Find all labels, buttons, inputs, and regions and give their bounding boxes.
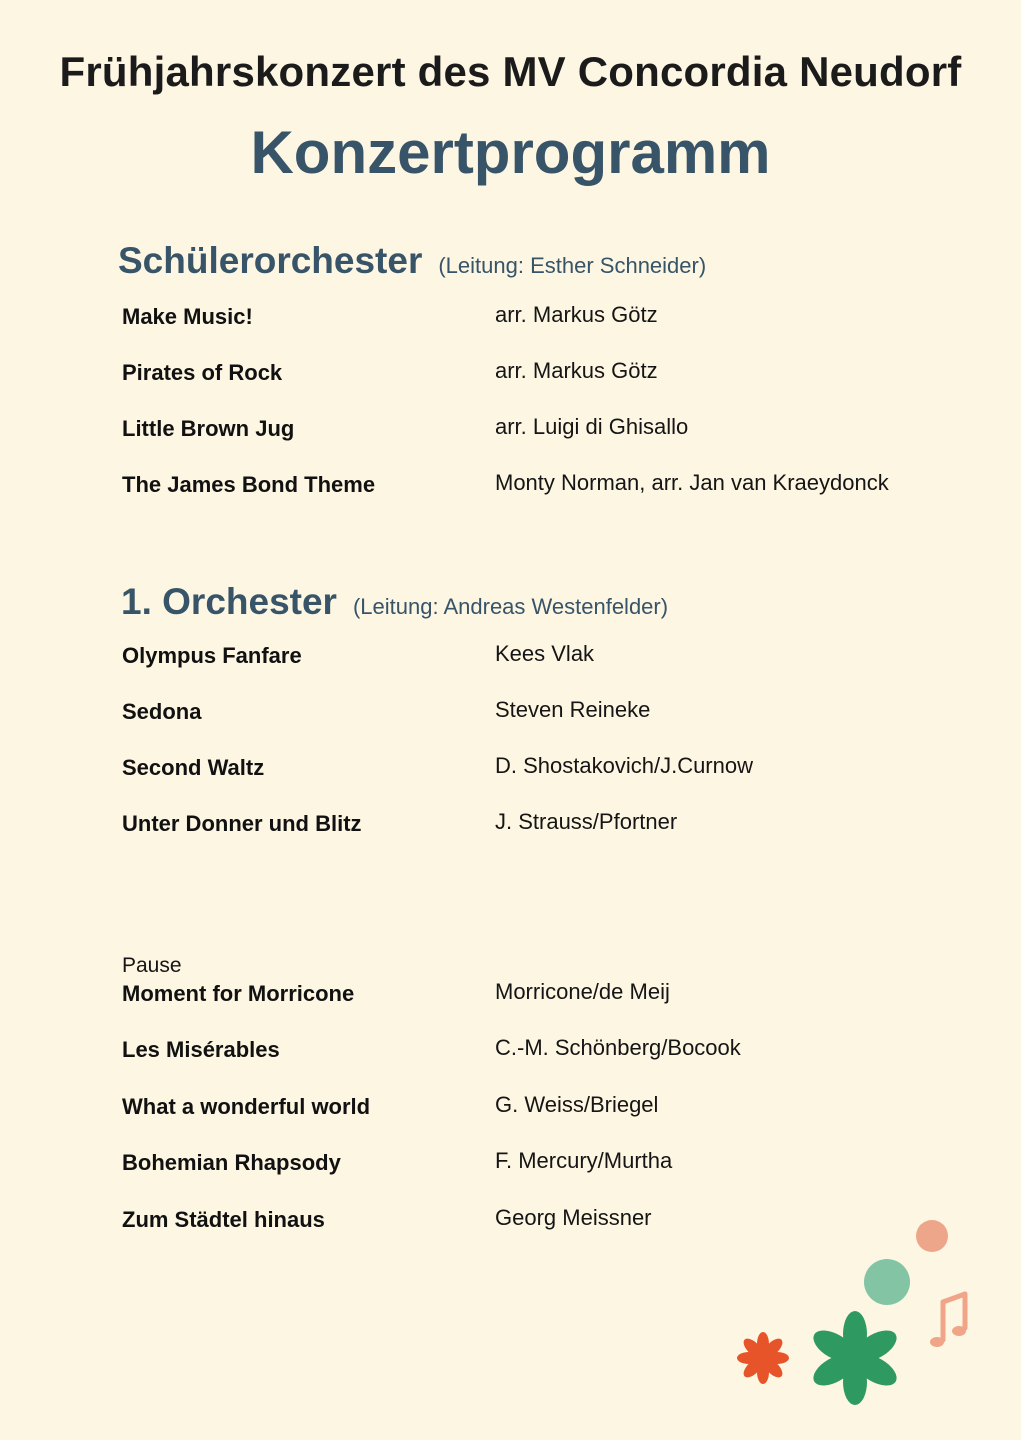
- program-row: [0, 699, 1021, 739]
- section-leader: (Leitung: Andreas Westenfelder): [352, 594, 669, 619]
- piece-composer: Morricone/de Meij: [495, 979, 670, 1004]
- program-row: [0, 643, 1021, 683]
- piece-title: Second Waltz: [122, 755, 265, 780]
- program-row: [0, 1037, 1021, 1077]
- piece-composer: Georg Meissner: [495, 1205, 652, 1230]
- section-title: Schülerorchester: [118, 240, 423, 281]
- piece-composer: Steven Reineke: [495, 697, 651, 722]
- piece-composer: C.-M. Schönberg/Bocook: [495, 1035, 741, 1060]
- program-row: [0, 1150, 1021, 1190]
- piece-composer: D. Shostakovich/J.Curnow: [495, 753, 753, 778]
- program-row: [0, 811, 1021, 851]
- piece-title: Sedona: [122, 699, 202, 724]
- piece-title: Little Brown Jug: [122, 416, 295, 441]
- program-row: [0, 1094, 1021, 1134]
- piece-title: Unter Donner und Blitz: [122, 811, 362, 836]
- piece-composer: Kees Vlak: [495, 641, 595, 666]
- section-header-schuelerorchester: [118, 240, 706, 282]
- concert-title: Frühjahrskonzert des MV Concordia Neudorf: [59, 48, 962, 95]
- piece-title: Olympus Fanfare: [122, 643, 302, 668]
- small-orange-flower-icon: [737, 1332, 789, 1384]
- program-row: [0, 755, 1021, 795]
- piece-title: What a wonderful world: [122, 1094, 371, 1119]
- piece-composer: G. Weiss/Briegel: [495, 1092, 659, 1117]
- piece-title: The James Bond Theme: [122, 472, 376, 497]
- music-note-icon: [930, 1294, 966, 1347]
- program-row: [0, 304, 1021, 344]
- piece-composer: arr. Luigi di Ghisallo: [495, 414, 689, 439]
- piece-composer: arr. Markus Götz: [495, 302, 658, 327]
- piece-composer: arr. Markus Götz: [495, 358, 658, 383]
- piece-title: Les Misérables: [122, 1037, 280, 1062]
- section-title: 1. Orchester: [121, 581, 337, 622]
- program-row: [0, 472, 1021, 512]
- floral-decoration: [725, 1210, 1005, 1425]
- piece-title: Zum Städtel hinaus: [122, 1207, 325, 1232]
- program-row: [0, 416, 1021, 456]
- section-leader: (Leitung: Esther Schneider): [438, 253, 707, 278]
- piece-composer: J. Strauss/Pfortner: [495, 809, 678, 834]
- piece-title: Make Music!: [122, 304, 253, 329]
- program-row: [0, 360, 1021, 400]
- large-green-flower-icon: [808, 1311, 901, 1405]
- salmon-dot-icon: [916, 1220, 948, 1252]
- program-title: Konzertprogramm: [250, 119, 771, 186]
- piece-composer: Monty Norman, arr. Jan van Kraeydonck: [495, 470, 889, 495]
- piece-title: Moment for Morricone: [122, 981, 355, 1006]
- green-dot-icon: [864, 1259, 910, 1305]
- pause-label: Pause: [122, 954, 182, 977]
- piece-title: Pirates of Rock: [122, 360, 283, 385]
- program-row: [0, 981, 1021, 1021]
- piece-title: Bohemian Rhapsody: [122, 1150, 341, 1175]
- section-header-orchester: [121, 581, 668, 623]
- piece-composer: F. Mercury/Murtha: [495, 1148, 673, 1173]
